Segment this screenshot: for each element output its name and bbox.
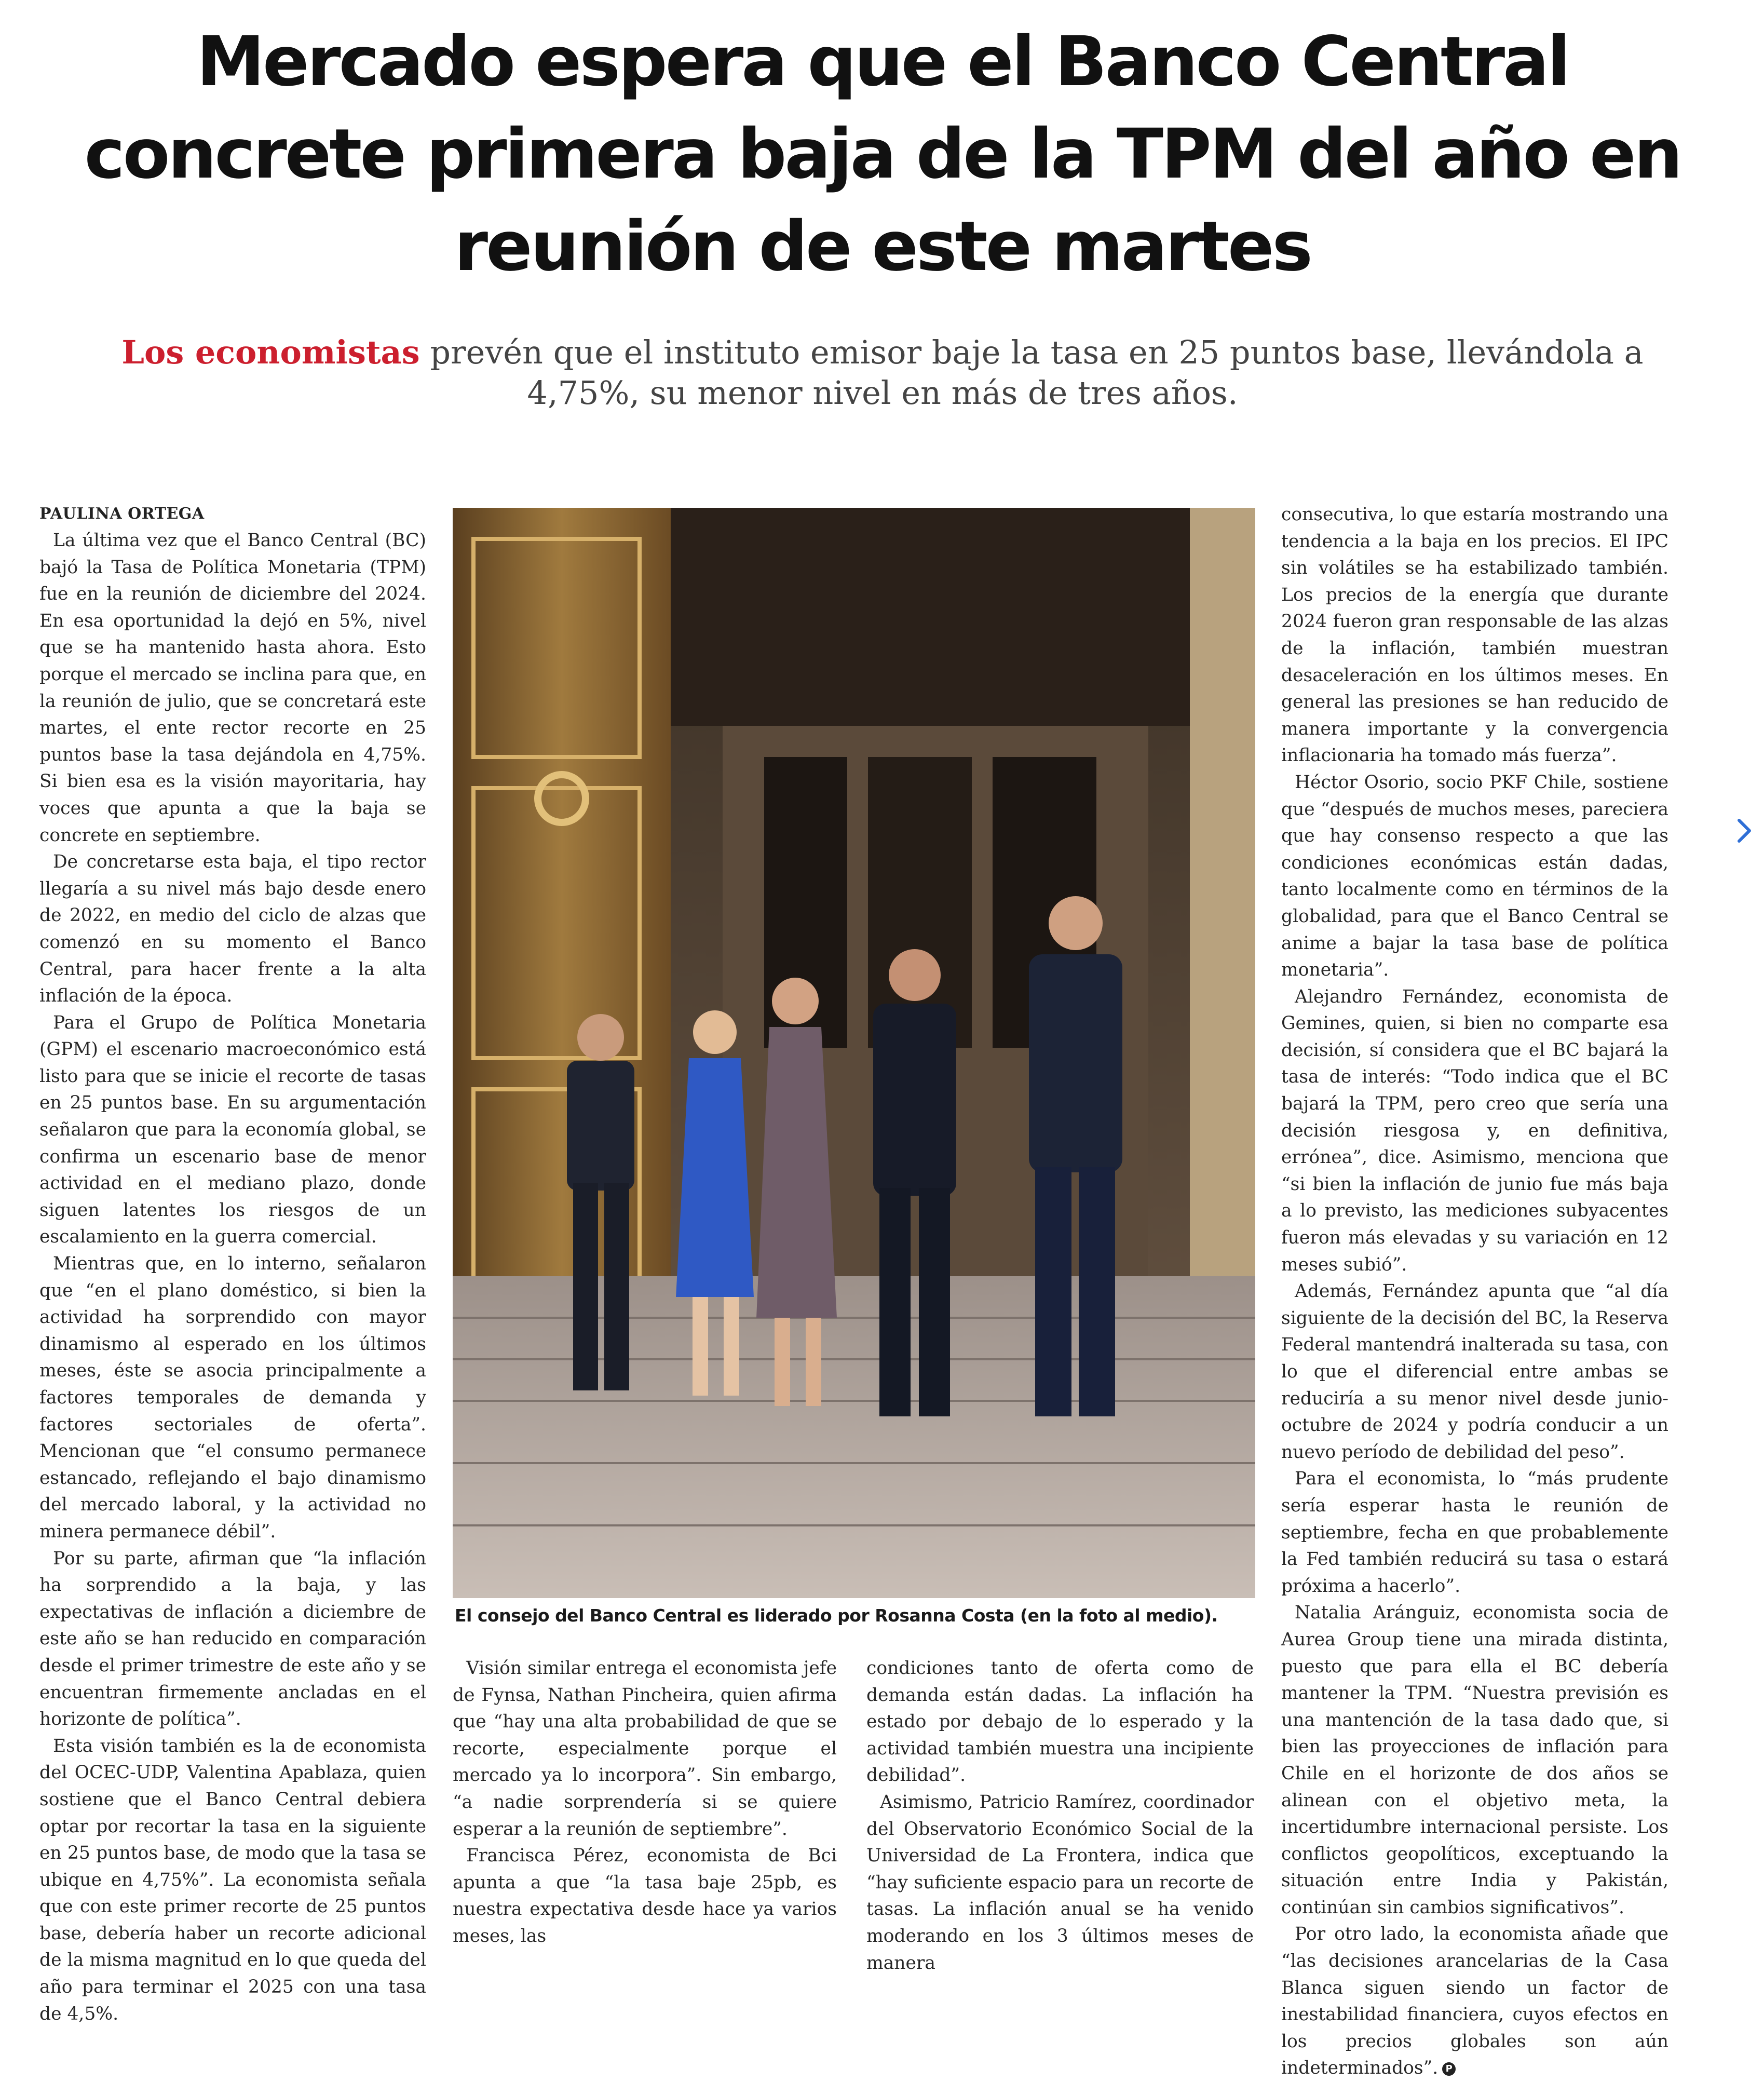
article-column-2 xyxy=(453,1655,837,1950)
paragraph: Para el economista, lo “más prudente sería esperar hasta le reunión de septiembre, fecha en que probablemente la Fed también reducirá su tasa o estará próxima a hacerlo”. xyxy=(1281,1468,1668,1597)
subhead-text: prevén que el instituto emisor baje la tasa en 25 puntos base, llevándola a 4,75%, su menor nivel en más de tres años. xyxy=(419,333,1644,412)
end-mark-icon: P xyxy=(1442,2062,1456,2076)
paragraph: Esta visión también es la de economista del OCEC-UDP, Valentina Apablaza, quien sostiene que el Banco Central debiera optar por recortar la tasa en la siguiente en 25 puntos base, de modo que la tasa se ubique en 4,75%”. La economista señala que con este primer recorte de 25 puntos base, debería haber un recorte adicional de la misma magnitud en lo que queda del año para terminar el 2025 con una tasa de 4,5%. xyxy=(39,1735,426,2024)
headline: Mercado espera que el Banco Central concrete primera baja de la TPM del año en reunión de este martes xyxy=(84,22,1681,287)
article-photo xyxy=(453,508,1255,1598)
article-column-1 xyxy=(39,528,426,2027)
byline: PAULINA ORTEGA xyxy=(39,505,205,523)
subhead-lead: Los economistas xyxy=(121,333,420,371)
paragraph-last xyxy=(1281,1921,1668,2082)
article-column-4 xyxy=(1281,502,1668,2082)
paragraph: Visión similar entrega el economista jefe de Fynsa, Nathan Pincheira, quien afirma que “hay una alta probabilidad de que se recorte, especialmente porque el mercado ya lo incorpora”. Sin embargo, “a nadie sorprendería si se quiere esperar a la reunión de septiembre”. xyxy=(453,1658,837,1840)
paragraph: Por su parte, afirman que “la inflación ha sorprendido a la baja, y las expectativas de inflación a diciembre de este año se han reducido en comparación desde el primer trimestre de este año y se encuentran firmemente ancladas en el horizonte de política”. xyxy=(39,1548,426,1730)
paragraph: Asimismo, Patricio Ramírez, coordinador del Observatorio Económico Social de la Universidad de La Frontera, indica que “hay suficiente espacio para un recorte de tasas. La inflación anual se ha venido moderando en los 3 últimos meses de manera xyxy=(866,1791,1254,1973)
paragraph: consecutiva, lo que estaría mostrando una tendencia a la baja en los precios. El IPC sin volátiles se ha estabilizado también. Los precios de la energía que durante 2024 fueron gran responsable de las alzas de la inflación, también muestran desaceleración en los últimos meses. En general las presiones se han reducido de manera importante y la convergencia inflacionaria ha tomado más fuerza”. xyxy=(1281,504,1668,766)
photo-caption: El consejo del Banco Central es liderado por Rosanna Costa (en la foto al medio). xyxy=(455,1605,1218,1626)
paragraph: Héctor Osorio, socio PKF Chile, sostiene que “después de muchos meses, pareciera que hay consenso respecto a que las condiciones económicas están dadas, tanto localmente como en términos de la globalidad, para que el Banco Central se anime a bajar la tasa base de política monetaria”. xyxy=(1281,772,1668,981)
paragraph-text: Por otro lado, la economista añade que “las decisiones arancelarias de la Casa Blanca siguen siendo un factor de inestabilidad financiera, cuyos efectos en los precios globales son aún indeterminados”. xyxy=(1281,1924,1668,2079)
paragraph: Natalia Aránguiz, economista socia de Aurea Group tiene una mirada distinta, puesto que para ella el BC debería mantener la TPM. “Nuestra previsión es una mantención de la tasa dado que, si bien las proyecciones de inflación para Chile en el horizonte de dos años se alinean con el objetivo meta, la incertidumbre internacional persiste. Los conflictos geopolíticos, exceptuando la situación entre India y Pakistán, continúan sin cambios significativos”. xyxy=(1281,1602,1668,1918)
paragraph: Además, Fernández apunta que “al día siguiente de la decisión del BC, la Reserva Federal mantendrá inalterada su tasa, con lo que el diferencial entre ambas se reduciría a su menor nivel desde junio-octubre de 2024 y podría conducir a un nuevo período de debilidad del peso”. xyxy=(1281,1281,1668,1463)
paragraph: Francisca Pérez, economista de Bci apunta a que “la tasa baje 25pb, es nuestra expectativa desde hace ya varios meses, las xyxy=(453,1845,837,1946)
subhead xyxy=(88,332,1677,413)
article-column-3 xyxy=(866,1655,1254,1977)
chevron-right-icon[interactable] xyxy=(1734,815,1755,846)
paragraph: La última vez que el Banco Central (BC) bajó la Tasa de Política Monetaria (TPM) fue en la reunión de diciembre del 2024. En esa oportunidad la dejó en 5%, nivel que se ha mantenido hasta ahora. Esto porque el mercado se inclina para que, en la reunión de julio, que se concretará este martes, el ente rector recorte en 25 puntos base la tasa dejándola en 4,75%. Si bien esa es la visión mayoritaria, hay voces que apunta a que la baja se concrete en septiembre. xyxy=(39,530,426,846)
paragraph: Alejandro Fernández, economista de Gemines, quien, si bien no comparte esa decisión, sí considera que el BC bajará la tasa de interés: “Todo indica que el BC bajará la TPM, pero creo que sería una decisión riesgosa y, en definitiva, errónea”, dice. Asimismo, menciona que “si bien la inflación de junio fue más baja a lo previsto, las mediciones subyacentes fueron más elevadas y su variación en 12 meses subió”. xyxy=(1281,986,1668,1275)
paragraph: Para el Grupo de Política Monetaria (GPM) el escenario macroeconómico está listo para que se inicie el recorte de tasas en 25 puntos base. En su argumentación señalaron que para la economía global, se confirma un escenario base de menor actividad en el mediano plazo, donde siguen latentes los riesgos de un escalamiento en la guerra comercial. xyxy=(39,1012,426,1248)
photo-illustration xyxy=(453,508,1255,1598)
paragraph: condiciones tanto de oferta como de demanda están dadas. La inflación ha estado por debajo de lo esperado y la actividad también muestra una incipiente debilidad”. xyxy=(866,1658,1254,1786)
paragraph: Mientras que, en lo interno, señalaron que “en el plano doméstico, si bien la actividad ha sorprendido con mayor dinamismo al esperado en los últimos meses, éste se asocia principalmente a factores temporales de demanda y factores sectoriales de oferta”. Mencionan que “el consumo permanece estancado, reflejando el bajo dinamismo del mercado laboral, y la actividad no minera permanece débil”. xyxy=(39,1253,426,1542)
paragraph: De concretarse esta baja, el tipo rector llegaría a su nivel más bajo desde enero de 2022, en medio del ciclo de alzas que comenzó en su momento el Banco Central, para hacer frente a la alta inflación de la época. xyxy=(39,851,426,1007)
